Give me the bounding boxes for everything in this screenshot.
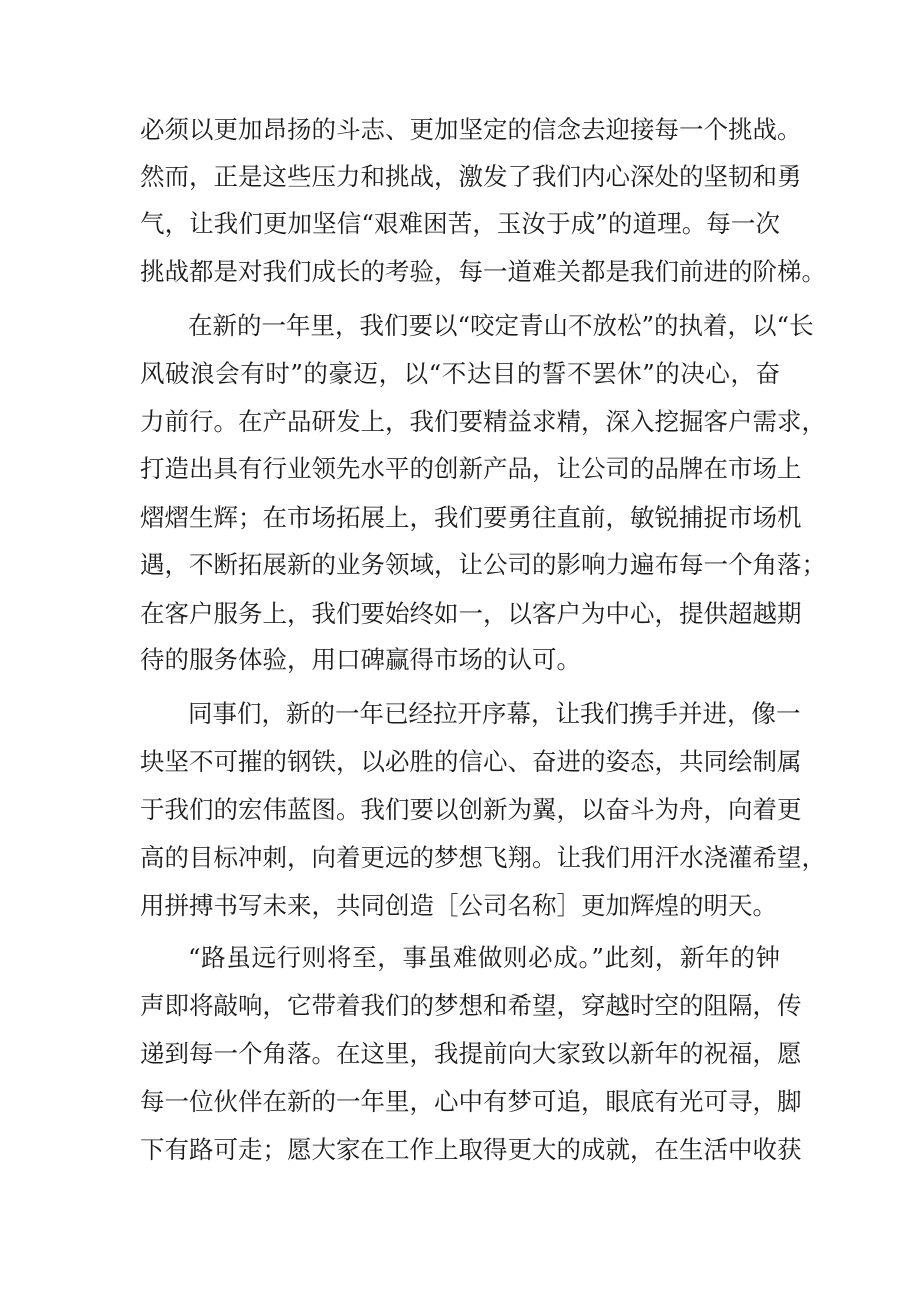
text-line: 每一位伙伴在新的一年里，心中有梦可追，眼底有光可寻，脚 (140, 1087, 802, 1116)
text-line: 块坚不可摧的钢铁，以必胜的信心、奋进的姿态，共同绘制属 (140, 747, 802, 776)
text-line: 于我们的宏伟蓝图。我们要以创新为翼，以奋斗为舟，向着更 (140, 795, 802, 824)
text-line: 递到每一个角落。在这里，我提前向大家致以新年的祝福，愿 (140, 1039, 802, 1068)
text-line: 熠熠生辉；在市场拓展上，我们要勇往直前，敏锐捕捉市场机 (140, 503, 802, 532)
text-line: 挑战都是对我们成长的考验，每一道难关都是我们前进的阶梯。 (140, 257, 826, 286)
text-line: 必须以更加昂扬的斗志、更加坚定的信念去迎接每一个挑战。 (140, 115, 802, 144)
text-line: 下有路可走；愿大家在工作上取得更大的成就，在生活中收获 (140, 1135, 802, 1164)
text-line: 然而，正是这些压力和挑战，激发了我们内心深处的坚韧和勇 (140, 162, 802, 191)
text-line: 力前行。在产品研发上，我们要精益求精，深入挖掘客户需求， (140, 407, 826, 436)
text-line: 在客户服务上，我们要始终如一，以客户为中心，提供超越期 (140, 599, 802, 628)
text-line: 待的服务体验，用口碑赢得市场的认可。 (140, 645, 581, 674)
text-line: 同事们，新的一年已经拉开序幕，让我们携手并进，像一 (188, 699, 801, 728)
text-line: 风破浪会有时”的豪迈，以“不达目的誓不罢休”的决心，奋 (140, 359, 780, 388)
text-line: 在新的一年里，我们要以“咬定青山不放松”的执着，以“长 (188, 311, 814, 340)
text-line: 打造出具有行业领先水平的创新产品，让公司的品牌在市场上 (140, 454, 802, 483)
text-line: 遇，不断拓展新的业务领域，让公司的影响力遍布每一个角落； (140, 550, 826, 579)
text-line: 高的目标冲刺，向着更远的梦想飞翔。让我们用汗水浇灌希望， (140, 843, 826, 872)
text-line: 声即将敲响，它带着我们的梦想和希望，穿越时空的阻隔，传 (140, 991, 802, 1020)
text-line: 用拼搏书写未来，共同创造［公司名称］更加辉煌的明天。 (140, 891, 777, 920)
text-line: 气，让我们更加坚信“艰难困苦，玉汝于成”的道理。每一次 (140, 209, 780, 238)
text-line: “路虽远行则将至，事虽难做则必成。”此刻，新年的钟 (188, 943, 780, 972)
